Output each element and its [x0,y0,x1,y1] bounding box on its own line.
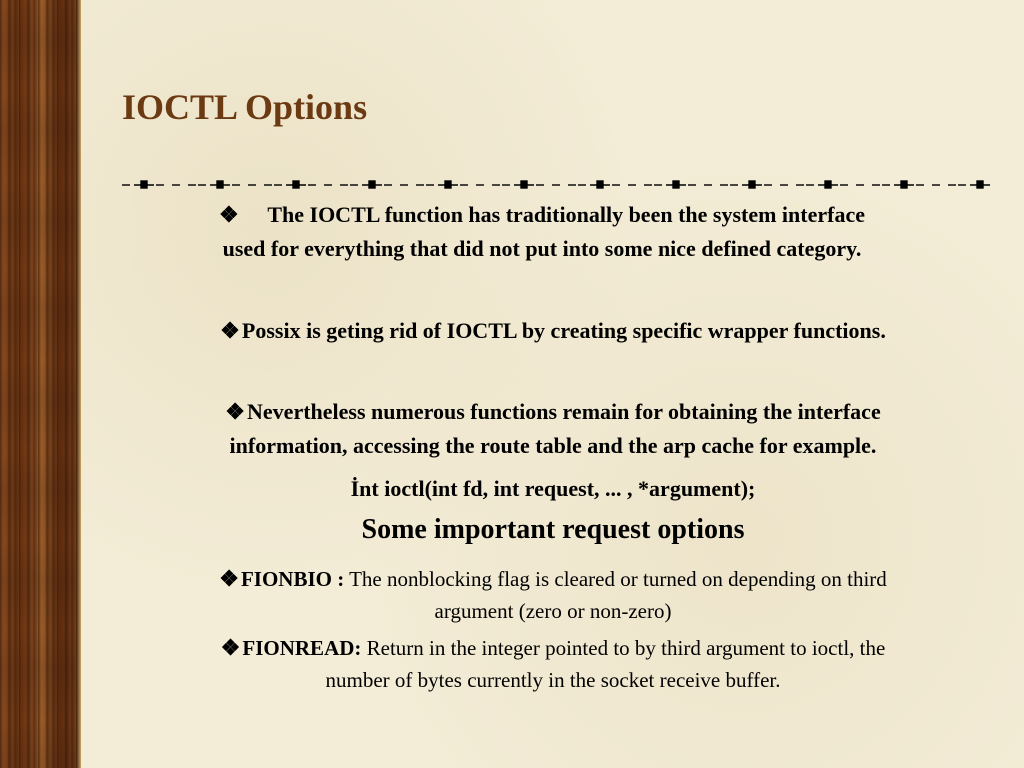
option-desc-line-2: number of bytes currently in the socket receive buffer. [325,668,781,692]
diamond-bullet-icon: ❖ [220,318,240,343]
bullet-item-1 [112,198,972,266]
option-fionread [82,632,1024,696]
divider-square [141,181,147,188]
option-desc-line-1: Return in the integer pointed to by third argument to ioctl, the [361,636,886,660]
divider-square [673,181,679,188]
divider-square [977,181,983,188]
bullet-1-line-1: The IOCTL function has traditionally been the system interface [267,202,865,227]
bullet-item-2 [82,314,1024,348]
bullet-2-line-1: Possix is geting rid of IOCTL by creating specific wrapper functions. [241,318,886,343]
option-fionbio [82,563,1024,627]
divider-square [597,181,603,188]
divider-square [825,181,831,188]
decorative-divider [120,173,990,197]
bullet-1-line-2: used for everything that did not put into some nice defined category. [222,236,862,261]
bullet-3-line-1: Nevertheless numerous functions remain for obtaining the interface [247,399,881,424]
wood-sidebar [0,0,76,768]
option-desc-line-1: The nonblocking flag is cleared or turned on depending on third [344,567,887,591]
divider-square [749,181,755,188]
bullet-item-3 [82,395,1024,463]
divider-square [217,181,223,188]
slide-title: IOCTL Options [122,87,368,127]
divider-square [901,181,907,188]
divider-square [521,181,527,188]
option-desc-line-2: argument (zero or non-zero) [434,599,672,623]
bullet-3-line-2: information, accessing the route table and the arp cache for example. [229,433,877,458]
diamond-bullet-icon: ❖ [220,635,241,660]
diamond-bullet-icon: ❖ [218,202,239,227]
divider-square [293,181,299,188]
subheading: Some important request options [361,514,745,545]
function-signature: İnt ioctl(int fd, int request, ... , *argument); [350,476,756,501]
diamond-bullet-icon: ❖ [219,566,239,591]
divider-square [369,181,375,188]
option-name: FIONREAD: [242,636,362,660]
divider-square [445,181,451,188]
option-name: FIONBIO : [240,567,345,591]
diamond-bullet-icon: ❖ [225,399,246,424]
